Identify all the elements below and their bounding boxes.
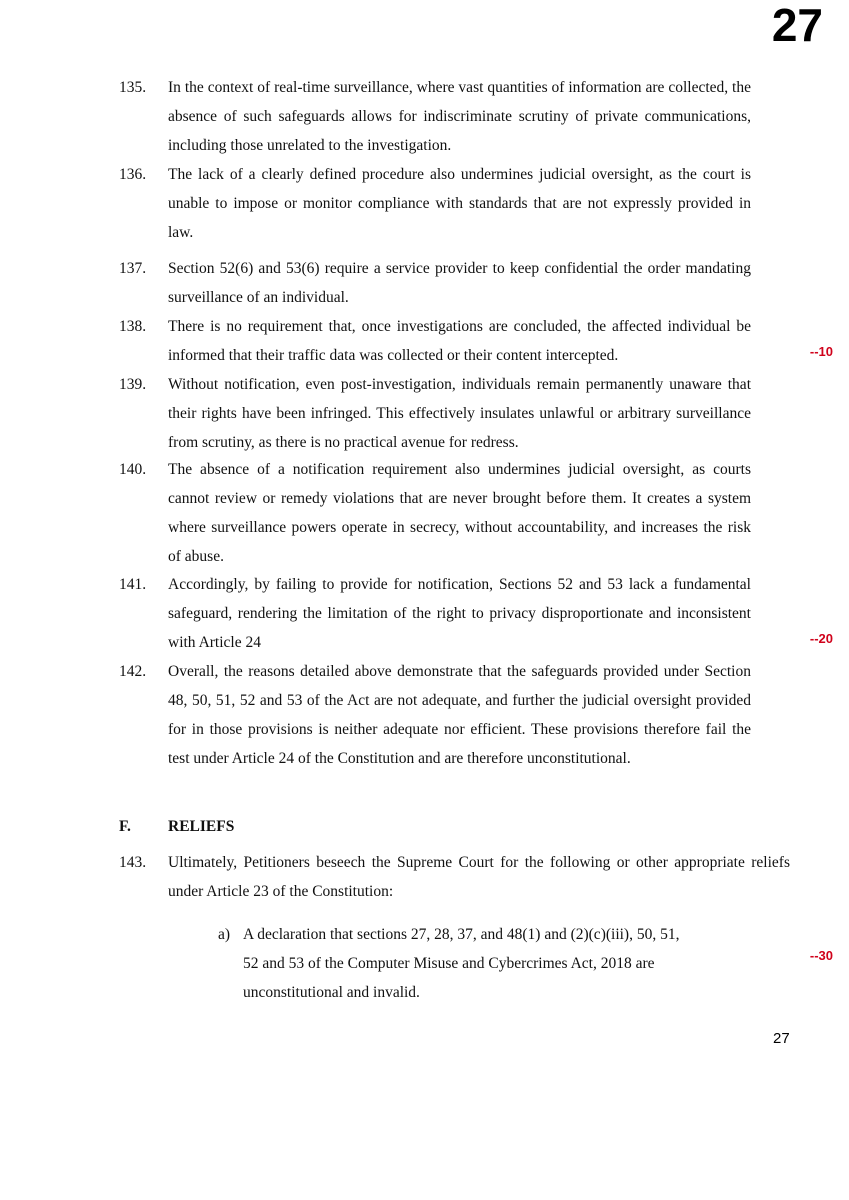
- section-heading-reliefs: [119, 812, 234, 841]
- paragraph-number: 143.: [119, 854, 147, 871]
- footer-page-number: 27: [773, 1030, 790, 1047]
- paragraph-text: The lack of a clearly defined procedure also undermines judicial oversight, as the court is unable to impose or monitor compliance with standards that are not expressly provided in law.: [168, 166, 751, 241]
- paragraph-text: Ultimately, Petitioners beseech the Supreme Court for the following or other appropriate reliefs under Article 23 of the Constitution:: [168, 854, 790, 900]
- section-title: RELIEFS: [168, 818, 235, 835]
- paragraph-text: Overall, the reasons detailed above demonstrate that the safeguards provided under Section 48, 50, 51, 52 and 53 of the Act are not adequate, and further the judicial oversight provided for in those provisions is neither adequate nor efficient. These provisions therefore fail the test under Article 24 of the Constitution and are therefore unconstitutional.: [168, 663, 751, 767]
- paragraph-text: There is no requirement that, once investigations are concluded, the affected individual be informed that their traffic data was collected or their content intercepted.: [168, 318, 751, 364]
- paragraph-number: 136.: [119, 166, 147, 183]
- relief-text: A declaration that sections 27, 28, 37, and 48(1) and (2)(c)(iii), 50, 51, 52 and 53 of the Computer Misuse and Cybercrimes Act, 2018 are unconstitutional and invalid.: [243, 926, 680, 1001]
- header-page-number: 27: [771, 0, 823, 51]
- line-marker-10: --10: [809, 344, 833, 359]
- paragraph-text: In the context of real-time surveillance, where vast quantities of information are collected, the absence of such safeguards allows for indiscriminate scrutiny of private communications, including those unrelated to the investigation.: [168, 79, 751, 154]
- paragraph-number: 141.: [119, 576, 147, 593]
- paragraph-text: Section 52(6) and 53(6) require a service provider to keep confidential the order mandating surveillance of an individual.: [168, 260, 751, 306]
- line-marker-30: --30: [809, 948, 833, 963]
- paragraph-text: Without notification, even post-investigation, individuals remain permanently unaware that their rights have been infringed. This effectively insulates unlawful or arbitrary surveillance from scrutiny, as there is no practical avenue for redress.: [168, 376, 751, 451]
- list-marker: a): [218, 926, 231, 943]
- paragraph-number: 139.: [119, 376, 147, 393]
- line-marker-20: --20: [809, 631, 833, 646]
- paragraph-number: 142.: [119, 663, 147, 680]
- paragraph-number: 135.: [119, 79, 147, 96]
- paragraph-number: 137.: [119, 260, 147, 277]
- paragraph-text: The absence of a notification requirement also undermines judicial oversight, as courts cannot review or remedy violations that are never brought before them. It creates a system where surveillance powers operate in secrecy, without accountability, and increases the risk of abuse.: [168, 461, 751, 565]
- paragraph-number: 138.: [119, 318, 147, 335]
- paragraph-number: 140.: [119, 461, 147, 478]
- paragraph-text: Accordingly, by failing to provide for notification, Sections 52 and 53 lack a fundamental safeguard, rendering the limitation of the right to privacy disproportionate and inconsistent with Article 24: [168, 576, 751, 651]
- section-letter: F.: [119, 818, 131, 835]
